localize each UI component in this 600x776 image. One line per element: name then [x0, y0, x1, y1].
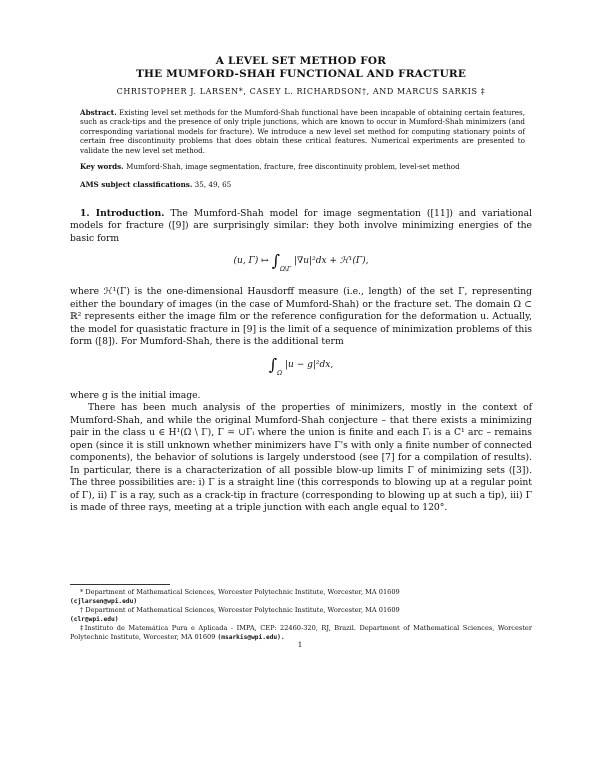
- eq1-right: |∇u|²dx + ℋ¹(Γ),: [293, 256, 369, 267]
- intro-p1-text: The Mumford-Shah model for image segmentation ([11]) and variational models for fracture ([9]) are surprisingly similar: they both involve minimizing energies of the basic form: [70, 207, 532, 244]
- page-number: 1: [297, 640, 303, 649]
- integral-sign-icon: ∫: [271, 251, 280, 271]
- ams-text: 35, 49, 65: [194, 180, 232, 190]
- title-line-1: A LEVEL SET METHOD FOR: [215, 55, 387, 67]
- eq1-subscript: Ω\Γ: [279, 266, 292, 274]
- footnote-2: [70, 606, 532, 624]
- footnote-2-email: (clr@wpi.edu): [70, 615, 119, 623]
- footnotes: [70, 584, 532, 643]
- intro-paragraph-4: There has been much analysis of the properties of minimizers, mostly in the context of Mumford-Shah, and while the original Mumford-Shah conjecture – that there exists a minimizing pair in the class u ∈ H¹(Ω \ Γ), Γ = ∪Γᵢ where the union is finite and each Γᵢ is a C¹ arc – remains open (since it is still unknown whether minimizers have Γ's with only a finite number of connected components), the behavior of solutions is largely understood (see [7] for a compilation of results). In particular, there is a characterization of all possible blow-up limits Γ of minimizing sets ([3]). The three possibilities are: i) Γ is a straight line (this corresponds to blowing up at a regular point of Γ), ii) Γ is a ray, such as a crack-tip in fracture (corresponding to blowing up at such a tip), iii) Γ is made of three rays, meeting at a triple junction with each angle equal to 120°.: [70, 402, 532, 514]
- abstract: [80, 108, 525, 155]
- footnote-3-email: (msarkis@wpi.edu).: [217, 633, 285, 641]
- ams-classifications: [80, 180, 532, 189]
- footnote-divider: [70, 584, 170, 585]
- eq2-right: |u − g|²dx,: [285, 359, 334, 370]
- footnote-3-text: ‡Instituto de Matemática Pura e Aplicada - IMPA, CEP: 22460-320, RJ, Brazil. Department of Mathematical Sciences, Worcester Polytechnic Institute, Worcester, MA 01609: [70, 624, 532, 641]
- eq2-subscript: Ω: [277, 369, 283, 377]
- integral-sign-icon: ∫: [268, 354, 278, 374]
- abstract-text: Existing level set methods for the Mumford-Shah functional have been incapable of obtaining certain features, such as crack-tips and the presence of only triple junctions, which are known to occur in Mumford-Shah minimizers (and corresponding variational models for fracture). We introduce a new level set method for computing stationary points of certain free discontinuity problems that does obtain these critical features. Numerical experiments are presented to validate the new level set method.: [80, 108, 525, 155]
- footnote-1-text: * Department of Mathematical Sciences, Worcester Polytechnic Institute, Worcester, MA 01609: [80, 588, 400, 596]
- paper-title: [70, 55, 532, 81]
- keywords: [80, 162, 525, 171]
- ams-label: AMS subject classifications.: [80, 180, 193, 190]
- intro-paragraph-2: where ℋ¹(Γ) is the one-dimensional Hausdorff measure (i.e., length) of the set Γ, representing either the boundary of images (in the case of Mumford-Shah) or the fracture set. The domain Ω ⊂ ℝ² represents either the image film or the reference configuration for the deformation u. Actually, the model for quasistatic fracture in [9] is the limit of a sequence of minimization problems of this form ([8]). For Mumford-Shah, there is the additional term: [70, 286, 532, 348]
- abstract-label: Abstract.: [80, 108, 117, 117]
- intro-paragraph-3: where g is the initial image.: [70, 389, 201, 401]
- footnote-1-email: (cjlarsen@wpi.edu): [70, 597, 138, 605]
- equation-1: [70, 251, 532, 280]
- section-heading: 1. Introduction.: [80, 207, 165, 219]
- equation-2: [70, 355, 532, 384]
- footnote-1: [70, 588, 532, 606]
- footnote-2-text: † Department of Mathematical Sciences, Worcester Polytechnic Institute, Worcester, MA 01609: [80, 606, 400, 615]
- intro-paragraph-1: [70, 208, 532, 246]
- eq1-left: (u, Γ) ↦: [233, 256, 269, 267]
- keywords-label: Key words.: [80, 162, 124, 172]
- paper-page: [70, 55, 532, 515]
- keywords-text: Mumford-Shah, image segmentation, fracture, free discontinuity problem, level-set method: [125, 162, 460, 172]
- author-list: CHRISTOPHER J. LARSEN*, CASEY L. RICHARDSON†, AND MARCUS SARKIS ‡: [116, 87, 486, 96]
- title-line-2: THE MUMFORD-SHAH FUNCTIONAL AND FRACTURE: [135, 68, 467, 80]
